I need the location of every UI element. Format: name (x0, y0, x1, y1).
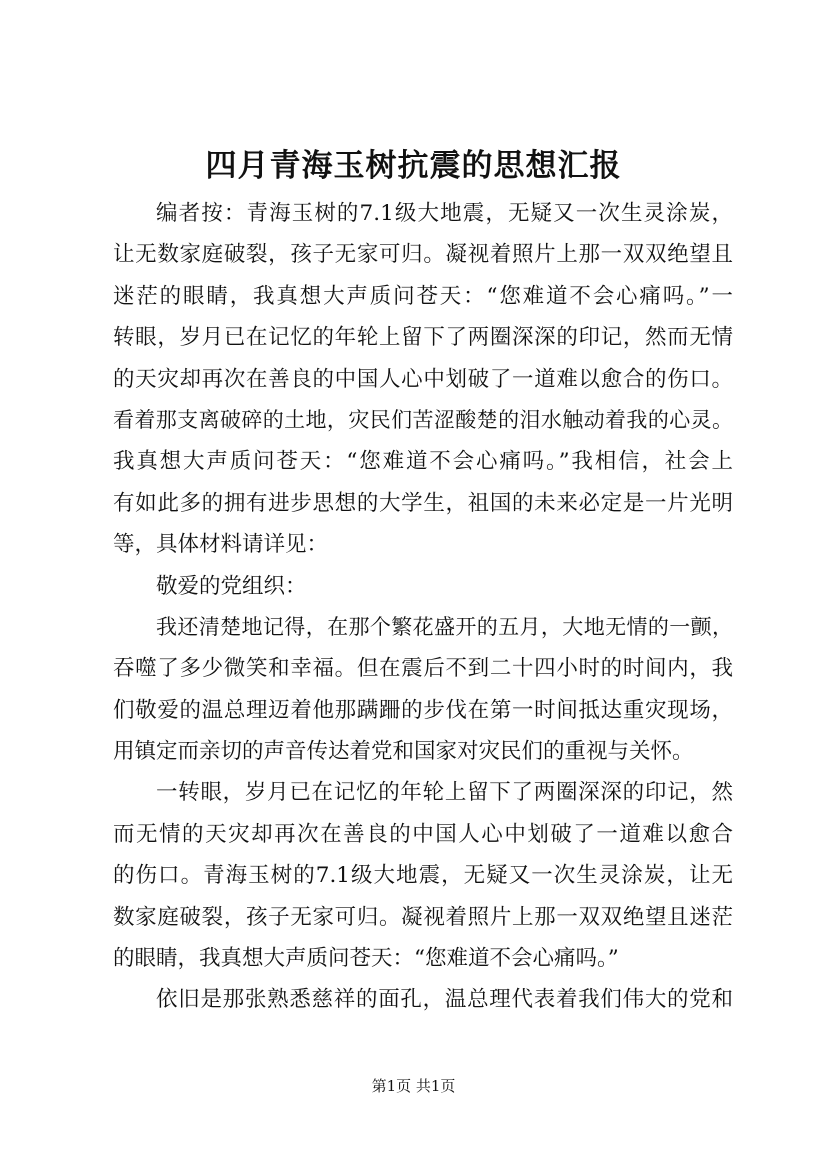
body-text-line: 吞噬了多少微笑和幸福。但在震后不到二十四小时的时间内，我 (113, 656, 733, 682)
body-text-line: 有如此多的拥有进步思想的大学生，祖国的未来必定是一片光明 (113, 490, 733, 516)
body-text-line: 我还清楚地记得，在那个繁花盛开的五月，大地无情的一颤， (156, 614, 733, 639)
body-text-line: 而无情的天灾却再次在善良的中国人心中划破了一道难以愈合 (113, 821, 733, 847)
body-text-line: 数家庭破裂，孩子无家可归。凝视着照片上那一双双绝望且迷茫 (113, 904, 733, 930)
body-text-line: 们敬爱的温总理迈着他那蹒跚的步伐在第一时间抵达重灾现场， (113, 697, 733, 723)
body-text-line: 看着那支离破碎的土地，灾民们苦涩酸楚的泪水触动着我的心灵。 (113, 407, 733, 432)
body-text-line: 让无数家庭破裂，孩子无家可归。凝视着照片上那一双双绝望且 (113, 242, 733, 268)
body-text-line: 用镇定而亲切的声音传达着党和国家对灾民们的重视与关怀。 (113, 739, 694, 765)
body-text-line: 的眼睛，我真想大声质问苍天：“您难道不会心痛吗。” (113, 946, 619, 972)
document-title: 四月青海玉树抗震的思想汇报 (205, 148, 622, 184)
document-body (113, 193, 733, 1021)
body-text-line: 依旧是那张熟悉慈祥的面孔，温总理代表着我们伟大的党和 (156, 987, 733, 1013)
page-footer: 第1页 共1页 (371, 1077, 456, 1095)
body-text-line: 敬爱的党组织： (156, 573, 307, 599)
body-text-line: 编者按：青海玉树的7.1级大地震，无疑又一次生灵涂炭， (156, 201, 733, 226)
body-text-line: 的伤口。青海玉树的7.1级大地震，无疑又一次生灵涂炭，让无 (113, 863, 733, 889)
body-text-line: 我真想大声质问苍天：“您难道不会心痛吗。”我相信，社会上 (113, 449, 733, 475)
body-text-line: 的天灾却再次在善良的中国人心中划破了一道难以愈合的伤口。 (113, 366, 733, 392)
body-text-line: 等，具体材料请详见： (113, 532, 329, 558)
body-text-line: 转眼，岁月已在记忆的年轮上留下了两圈深深的印记，然而无情 (113, 325, 733, 351)
body-text-line: 迷茫的眼睛，我真想大声质问苍天：“您难道不会心痛吗。”一 (113, 283, 733, 309)
body-text-line: 一转眼，岁月已在记忆的年轮上留下了两圈深深的印记，然 (156, 780, 733, 806)
